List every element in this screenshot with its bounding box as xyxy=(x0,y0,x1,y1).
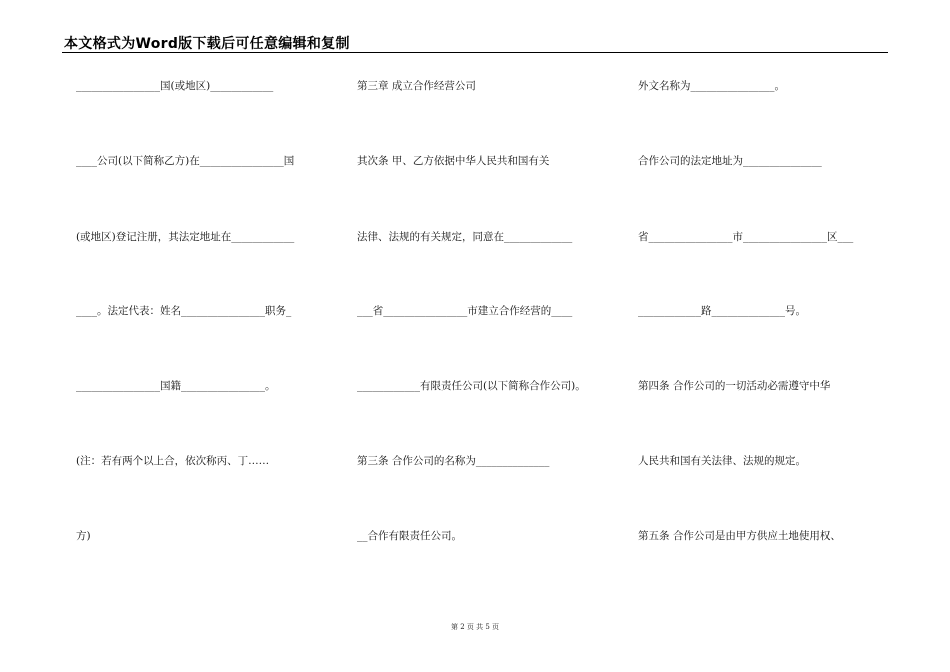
column-2-line-2: 其次条 甲、乙方依据中华人民共和国有关 xyxy=(357,155,550,167)
column-1-line-7: 方) xyxy=(76,530,91,542)
column-3-line-5: 第四条 合作公司的一切活动必需遵守中华 xyxy=(638,380,831,392)
column-3-line-2: 合作公司的法定地址为_______________ xyxy=(638,155,822,167)
column-2-line-5: ____________有限责任公司(以下简称合作公司)。 xyxy=(357,380,586,392)
column-1-line-4: ____。法定代表：姓名________________职务_ xyxy=(76,305,292,317)
column-3-line-1: 外文名称为________________。 xyxy=(638,80,785,92)
column-1-line-1: ________________国(或地区)____________ xyxy=(76,80,274,92)
column-2-line-7: __合作有限责任公司。 xyxy=(357,530,462,542)
column-2-line-6: 第三条 合作公司的名称为______________ xyxy=(357,455,550,467)
column-2-line-4: ___省________________市建立合作经营的____ xyxy=(357,305,573,317)
column-3-line-3: 省________________市________________区___ xyxy=(638,231,854,243)
document-header-title: 本文格式为Word版下载后可任意编辑和复制 xyxy=(64,36,350,52)
column-2-line-3: 法律、法规的有关规定，同意在_____________ xyxy=(357,231,573,243)
column-1-line-5: ________________国籍________________。 xyxy=(76,380,276,392)
column-3-line-4: ____________路______________号。 xyxy=(638,305,806,317)
header-divider xyxy=(62,52,888,53)
column-1-line-6: (注：若有两个以上合，依次称丙、丁…… xyxy=(76,455,270,467)
column-3-line-6: 人民共和国有关法律、法规的规定。 xyxy=(638,455,806,467)
column-1-line-2: ____公司(以下简称乙方)在________________国 xyxy=(76,155,295,167)
page-number-footer: 第 2 页 共 5 页 xyxy=(450,623,500,631)
column-3-line-7: 第五条 合作公司是由甲方供应土地使用权、 xyxy=(638,530,841,542)
column-2-line-1: 第三章 成立合作经营公司 xyxy=(357,80,476,92)
column-1-line-3: (或地区)登记注册，其法定地址在____________ xyxy=(76,231,295,243)
